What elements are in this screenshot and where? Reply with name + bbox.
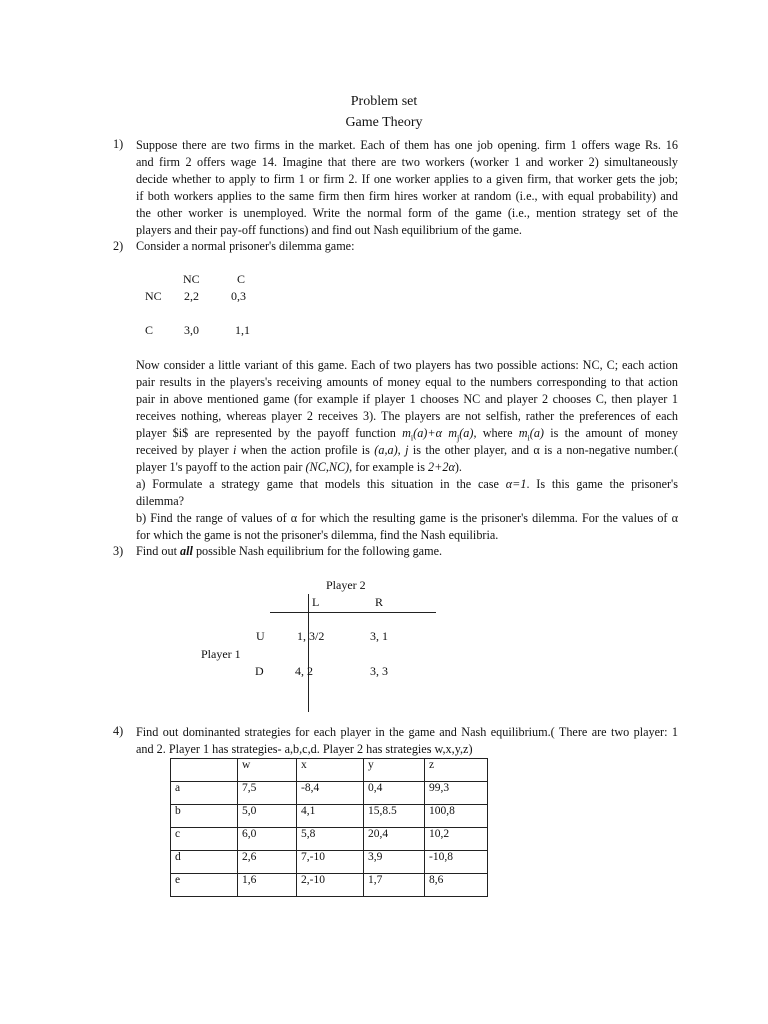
table-cell: 7,-10 xyxy=(297,851,364,874)
table-cell: e xyxy=(171,874,238,897)
q3-cell: 4, 2 xyxy=(295,664,313,678)
table-row xyxy=(171,782,488,805)
q1-line: the other worker is unemployed. Write the normal form of the game (i.e., mention strategy set of the xyxy=(136,206,678,220)
q1-line: Suppose there are two firms in the market. Each of them has one job opening. firm 1 offers wage Rs. 16 xyxy=(136,138,678,152)
pd-row-header: C xyxy=(145,323,154,337)
question-2-number: 2) xyxy=(113,239,124,253)
table-cell: 99,3 xyxy=(425,782,488,805)
table-header-cell xyxy=(171,759,238,782)
question-4-text xyxy=(136,724,678,758)
q3-cell: 3, 3 xyxy=(370,664,388,678)
q1-line: and firm 2 offers wage 14. Imagine that there are two workers (worker 1 and worker 2) simultaneously xyxy=(136,155,678,169)
table-cell: c xyxy=(171,828,238,851)
table-row xyxy=(171,805,488,828)
q3-col-header: R xyxy=(375,595,384,609)
question-3-text: Find out all possible Nash equilibrium for the following game. xyxy=(136,544,443,558)
table-cell: 100,8 xyxy=(425,805,488,828)
table-cell: 2,6 xyxy=(238,851,297,874)
table-cell: a xyxy=(171,782,238,805)
table-row xyxy=(171,828,488,851)
q3-cell: 3, 1 xyxy=(370,629,388,643)
pd-cell: 2,2 xyxy=(184,289,199,303)
table-cell: 6,0 xyxy=(238,828,297,851)
q3-cell: 1, 3/2 xyxy=(297,629,325,643)
table-header-cell: z xyxy=(425,759,488,782)
table-cell: 8,6 xyxy=(425,874,488,897)
table-cell: 20,4 xyxy=(364,828,425,851)
q3-vertical-divider xyxy=(308,594,309,712)
table-header-cell: y xyxy=(364,759,425,782)
q3-row-header: D xyxy=(255,664,264,678)
question-4-number: 4) xyxy=(113,724,124,738)
q2-line: pair results in the players's receiving amounts of money equal to the numbers corresponding to that action xyxy=(136,375,678,389)
q4-payoff-table xyxy=(170,758,488,897)
player-1-label: Player 1 xyxy=(201,647,241,661)
table-cell: 5,0 xyxy=(238,805,297,828)
table-cell: 15,8.5 xyxy=(364,805,425,828)
q4-line: Find out dominanted strategies for each player in the game and Nash equilibrium.( There are two player: 1 xyxy=(136,725,678,739)
q1-line: if both workers applies to the same firm then firm hires worker at random (i.e., with equal probability) and xyxy=(136,189,678,203)
pd-cell: 3,0 xyxy=(184,323,199,337)
q2-line-payoff: player $i$ are represented by the payoff function $m_i(a)+\alpha$ $m_j(a)$, where $m_i(a)$ is the amount of money xyxy=(136,426,678,443)
table-cell: 0,4 xyxy=(364,782,425,805)
q2-line-part-a: a) Formulate a strategy game that models this situation in the case α=1. Is this game the prisoner's xyxy=(136,477,678,491)
pd-cell: 1,1 xyxy=(235,323,250,337)
player-2-label: Player 2 xyxy=(326,578,366,592)
table-row xyxy=(171,874,488,897)
table-cell: 5,8 xyxy=(297,828,364,851)
pd-cell: 0,3 xyxy=(231,289,246,303)
table-cell: 1,6 xyxy=(238,874,297,897)
table-header-row xyxy=(171,759,488,782)
table-cell: b xyxy=(171,805,238,828)
table-cell: -8,4 xyxy=(297,782,364,805)
pd-col-header: NC xyxy=(183,272,200,286)
q3-col-header: L xyxy=(312,595,320,609)
question-1-text xyxy=(136,137,678,239)
table-cell: 1,7 xyxy=(364,874,425,897)
question-3-number: 3) xyxy=(113,544,124,558)
q2-line-player: received by player i when the action profile is (a,a), j is the other player, and α is a non-negative number.( xyxy=(136,443,679,457)
pd-row-header: NC xyxy=(145,289,162,303)
q2-line: for which the game is not the prisoner's dilemma, find the Nash equilibria. xyxy=(136,528,499,542)
pd-col-header: C xyxy=(237,272,246,286)
table-cell: 4,1 xyxy=(297,805,364,828)
table-row xyxy=(171,851,488,874)
q2-line-example: player 1's payoff to the action pair (NC,NC), for example is 2+2α). xyxy=(136,460,462,474)
q2-line: pair in above mentioned game (for example if player 1 chooses NC and player 2 chooses C, then player 1 xyxy=(136,392,678,406)
q1-line: players and their pay-off functions) and find out Nash equilibrium of the game. xyxy=(136,223,522,237)
table-cell: 3,9 xyxy=(364,851,425,874)
q2-line: dilemma? xyxy=(136,494,185,508)
table-cell: -10,8 xyxy=(425,851,488,874)
q3-horizontal-divider xyxy=(270,612,436,613)
question-2-intro: Consider a normal prisoner's dilemma game: xyxy=(136,239,355,253)
table-header-cell: w xyxy=(238,759,297,782)
question-1-number: 1) xyxy=(113,137,124,151)
q1-line: decide whether to apply to firm 1 or firm 2. If one worker applies to a given firm, that worker gets the job; xyxy=(136,172,678,186)
q2-line: Now consider a little variant of this game. Each of two players has two possible actions: NC, C; each action xyxy=(136,358,678,372)
q2-line: receives nothing, whereas player 2 receives 3). The players are not selfish, rather the preferences of each xyxy=(136,409,678,423)
page-subtitle: Game Theory xyxy=(345,115,423,130)
question-2-variant-text xyxy=(136,357,678,544)
q3-row-header: U xyxy=(256,629,265,643)
table-header-cell: x xyxy=(297,759,364,782)
table-cell: d xyxy=(171,851,238,874)
table-cell: 7,5 xyxy=(238,782,297,805)
table-cell: 2,-10 xyxy=(297,874,364,897)
table-cell: 10,2 xyxy=(425,828,488,851)
q4-line: and 2. Player 1 has strategies- a,b,c,d. Player 2 has strategies w,x,y,z) xyxy=(136,742,473,756)
q2-line: b) Find the range of values of α for which the resulting game is the prisoner's dilemma. For the values of α xyxy=(136,511,678,525)
page-title: Problem set xyxy=(350,94,418,109)
